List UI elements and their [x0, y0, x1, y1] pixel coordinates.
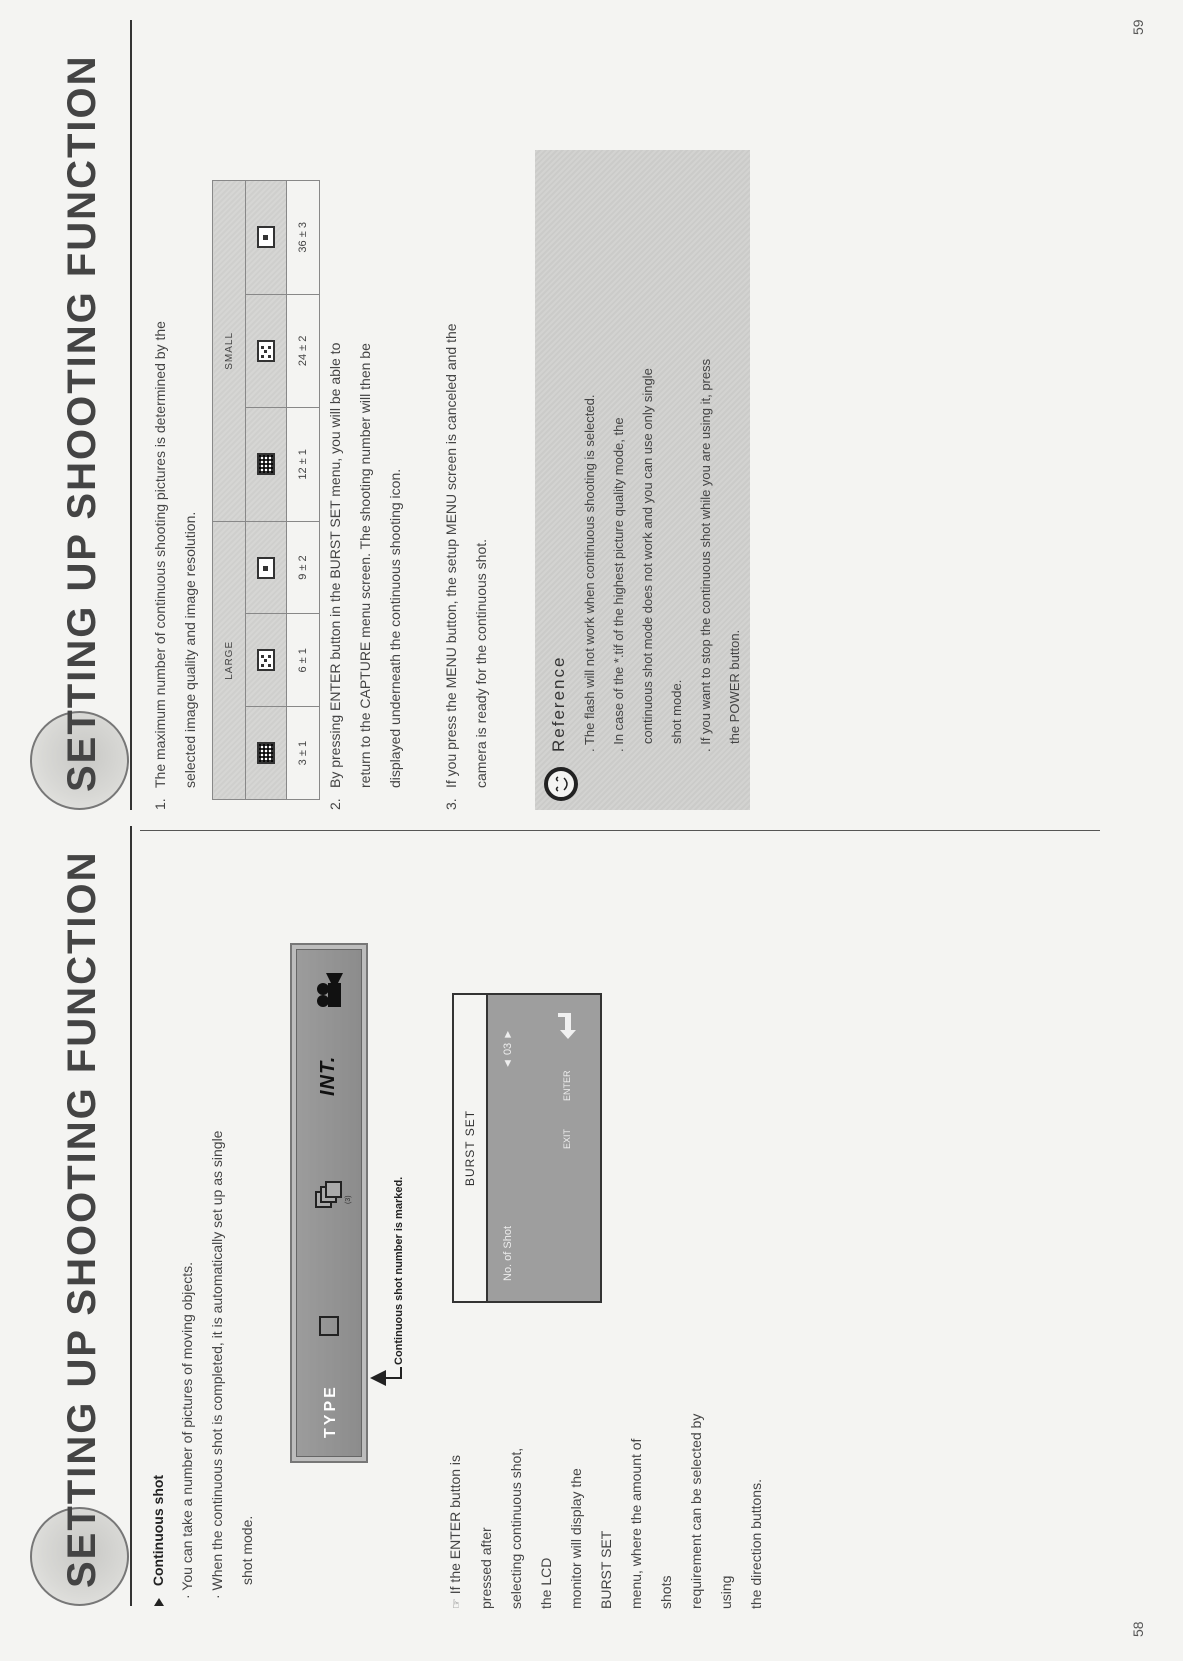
reference-line: . In case of the *.tif of the highest picture quality mode, the [611, 417, 626, 752]
no-of-shot-value: ◄ 03 ► [502, 1028, 514, 1069]
note-line: ☞If the ENTER button is pressed after [440, 1429, 501, 1609]
table-cell: 36 ± 3 [287, 181, 320, 295]
burst-set-screen [452, 993, 602, 1303]
burst-count-label: (3) [345, 1195, 352, 1204]
table-cell [246, 707, 287, 800]
burst-count-table [212, 180, 320, 800]
continuous-shot-bullets [172, 939, 262, 1599]
reference-line: continuous shot mode does not work and you can use only single [640, 368, 655, 744]
step-number: 1. [152, 798, 168, 810]
table-cell [246, 408, 287, 522]
page-58 [0, 831, 1183, 1661]
table-cell: 24 ± 2 [287, 294, 320, 408]
page-title: SETTING UP SHOOTING FUNCTION [60, 54, 104, 792]
step-line: By pressing ENTER button in the BURST SET menu, you will be able to [327, 342, 343, 788]
table-value-row [287, 181, 320, 800]
continuous-shot-icon [315, 1182, 343, 1208]
step-1 [145, 160, 205, 810]
reference-box [535, 150, 750, 810]
table-cell [246, 521, 287, 614]
bullet-line: shot mode. [239, 1515, 255, 1585]
table-cell [246, 294, 287, 408]
table-cell [246, 614, 287, 707]
no-of-shot-label: No. of Shot [502, 1225, 514, 1281]
table-group-small: SMALL [213, 181, 246, 522]
single-shot-icon [319, 1316, 339, 1336]
type-menu-screen [290, 943, 368, 1463]
step-number: 2. [327, 798, 343, 810]
section-title [150, 1475, 166, 1606]
note-line: the direction buttons. [748, 1479, 764, 1609]
page-59 [0, 0, 1183, 830]
reference-lines [575, 162, 749, 752]
interval-label: INT. [317, 1055, 339, 1096]
pointing-hand-icon: ☞ [449, 1598, 463, 1609]
page-header [22, 30, 142, 810]
table-cell [246, 181, 287, 295]
step-line: If you press the MENU button, the setup MENU screen is canceled and the [443, 323, 459, 788]
bullet-line: · When the continuous shot is completed, it is automatically set up as single [209, 1130, 225, 1599]
reference-line: shot mode. [669, 679, 684, 744]
table-cell: 9 ± 2 [287, 521, 320, 614]
marker-line [400, 1367, 402, 1379]
quality-normal-icon [257, 340, 275, 362]
movie-camera-icon [315, 971, 345, 1011]
quality-basic-icon [257, 557, 275, 579]
page-fold-line [140, 830, 1100, 831]
header-rule [130, 826, 132, 1606]
header-rule [130, 20, 132, 810]
table-icon-row [246, 181, 287, 800]
quality-fine-icon [257, 742, 275, 764]
page-number: 59 [1130, 19, 1146, 35]
reference-line: . If you want to stop the continuous shot while you are using it, press [698, 358, 713, 752]
steps-continued [320, 160, 496, 810]
step-line: return to the CAPTURE menu screen. The shooting number will then be [357, 343, 373, 788]
enter-label: ENTER [562, 1070, 572, 1101]
page-title: SETTING UP SHOOTING FUNCTION [60, 850, 104, 1588]
note-line: menu, where the amount of shots [628, 1438, 674, 1609]
table-header-row [213, 181, 246, 800]
reference-line: . The flash will not work when continuous shooting is selected. [582, 394, 597, 752]
burst-set-title: BURST SET [454, 995, 488, 1301]
reference-title: Reference [549, 655, 568, 752]
marker-caption: Continuous shot number is marked. [393, 1176, 405, 1365]
enter-arrow-icon [556, 1013, 576, 1039]
quality-basic-icon [257, 226, 275, 248]
step-3 [436, 160, 496, 810]
marker-arrow-icon [370, 1370, 386, 1386]
note-line: selecting continuous shot, the LCD [508, 1447, 554, 1609]
table-cell: 6 ± 1 [287, 614, 320, 707]
type-label: TYPE [322, 1384, 339, 1438]
smiley-face-icon [543, 766, 579, 802]
bullet-line: · You can take a number of pictures of moving objects. [179, 1262, 195, 1599]
step-line: selected image quality and image resolution. [182, 511, 198, 788]
quality-fine-icon [257, 453, 275, 475]
page-header [22, 836, 142, 1606]
step-line: displayed underneath the continuous shooting icon. [387, 468, 403, 788]
type-menu-bar [296, 949, 362, 1457]
note-line: requirement can be selected by using [688, 1413, 734, 1609]
note-line: monitor will display the BURST SET [568, 1468, 614, 1609]
quality-normal-icon [257, 649, 275, 671]
steps [145, 160, 205, 810]
table-cell: 3 ± 1 [287, 707, 320, 800]
page-number: 58 [1130, 1621, 1146, 1637]
step-line: camera is ready for the continuous shot. [473, 538, 489, 788]
exit-label: EXIT [562, 1128, 572, 1149]
step-2 [320, 160, 410, 810]
triangle-bullet-icon [154, 1598, 164, 1606]
reference-line: the POWER button. [727, 629, 742, 744]
step-number: 3. [443, 798, 459, 810]
section-title-text: Continuous shot [150, 1474, 166, 1587]
table-cell: 12 ± 1 [287, 408, 320, 522]
table-group-large: LARGE [213, 521, 246, 799]
burst-note [440, 1413, 771, 1609]
step-line: The maximum number of continuous shooting pictures is determined by the [152, 321, 168, 788]
